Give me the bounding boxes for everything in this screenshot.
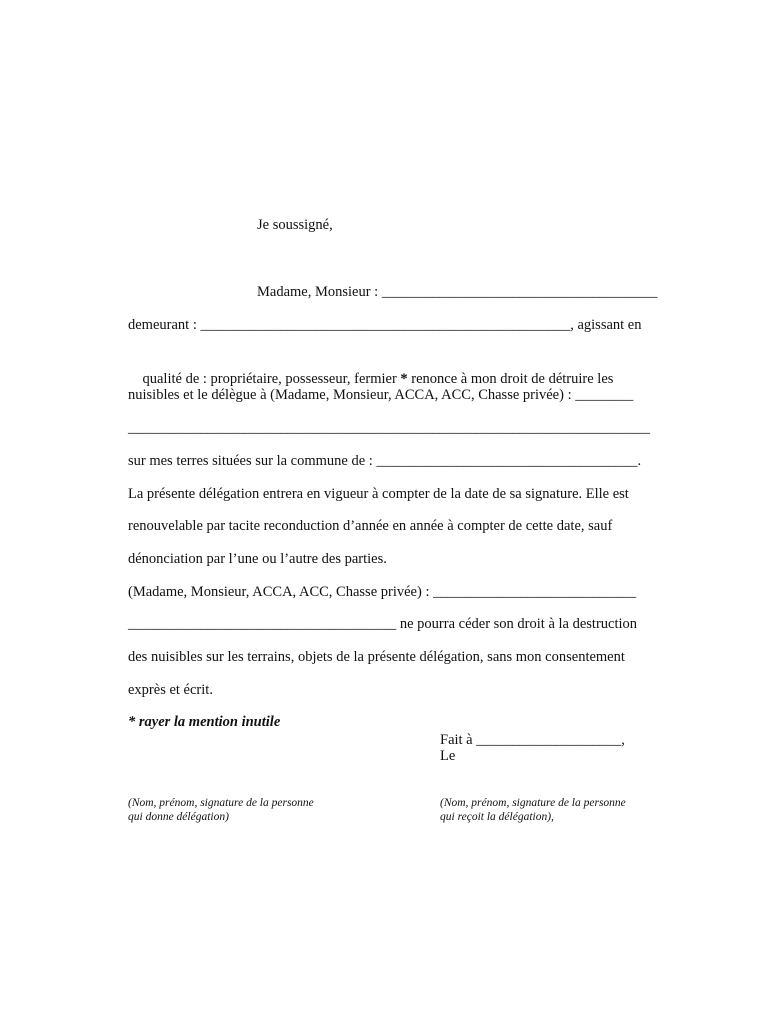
commune-line: sur mes terres situées sur la commune de : ____________________________________.	[128, 453, 642, 469]
quality-text-start: qualité de : propriétaire, possesseur, fermier	[142, 371, 401, 387]
cede-line: _____________________________________ ne pourra céder son droit à la destruction	[128, 616, 638, 632]
signature-left-line-1: (Nom, prénom, signature de la personne	[128, 797, 314, 809]
effect-line-3: dénonciation par l’une ou l’autre des parties.	[128, 551, 387, 567]
signature-right-line-1: (Nom, prénom, signature de la personne	[440, 797, 626, 809]
fait-a-line: Fait à ____________________,	[440, 732, 625, 748]
delegate-line: nuisibles et le délègue à (Madame, Monsieur, ACCA, ACC, Chasse privée) : ________	[128, 387, 634, 403]
greeting: Je soussigné,	[257, 217, 333, 233]
date-line: Le	[440, 748, 456, 764]
terrains-line: des nuisibles sur les terrains, objets de la présente délégation, sans mon consentement	[128, 649, 625, 665]
quality-text-end: renonce à mon droit de détruire les	[407, 371, 614, 387]
express-line: exprès et écrit.	[128, 682, 213, 698]
name-line: Madame, Monsieur : ______________________________________	[257, 284, 658, 300]
signature-right-line-2: qui reçoit la délégation),	[440, 811, 554, 823]
note-strike-mention: * rayer la mention inutile	[128, 714, 281, 730]
signature-left-line-2: qui donne délégation)	[128, 811, 229, 823]
blank-line: ________________________________________________________________________	[128, 420, 650, 436]
party-line: (Madame, Monsieur, ACCA, ACC, Chasse privée) : ____________________________	[128, 584, 637, 600]
address-line: demeurant : ___________________________________________________, agissant en	[128, 317, 642, 333]
effect-line-1: La présente délégation entrera en vigueur à compter de la date de sa signature. Elle est	[128, 486, 629, 502]
asterisk-marker: *	[400, 371, 408, 387]
effect-line-2: renouvelable par tacite reconduction d’année en année à compter de cette date, sauf	[128, 518, 613, 534]
